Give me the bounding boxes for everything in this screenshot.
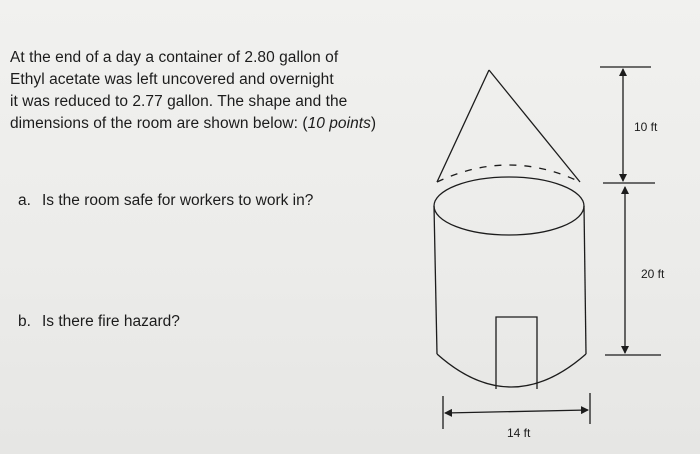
problem-line-4-text: dimensions of the room are shown below: ( [10,115,308,132]
cone-right-side [489,70,580,182]
points-label: 10 points [307,115,371,132]
problem-line-1: At the end of a day a container of 2.80 gallon of [10,49,339,66]
door [496,317,537,389]
question-b-letter: b. [18,313,31,330]
cylinder-top-ellipse [434,177,584,235]
cone-base-dashed-edge [437,165,580,182]
cone-height-label: 10 ft [634,120,658,134]
problem-line-3: it was reduced to 2.77 gallon. The shape and the [10,93,348,110]
problem-line-4-close: ) [370,115,377,132]
cylinder-bottom-arc [437,354,586,387]
cylinder-height-label: 20 ft [641,267,665,281]
diameter-label: 14 ft [507,426,531,440]
question-a-text: Is the room safe for workers to work in? [42,192,314,209]
diameter-arrow [445,410,588,413]
problem-line-2: Ethyl acetate was left uncovered and overnight [10,71,334,88]
cylinder-left-side [434,206,437,354]
question-a-letter: a. [18,192,31,209]
cylinder-right-side [584,206,586,354]
question-b-text: Is there fire hazard? [42,313,180,330]
cone-left-side [437,70,489,182]
